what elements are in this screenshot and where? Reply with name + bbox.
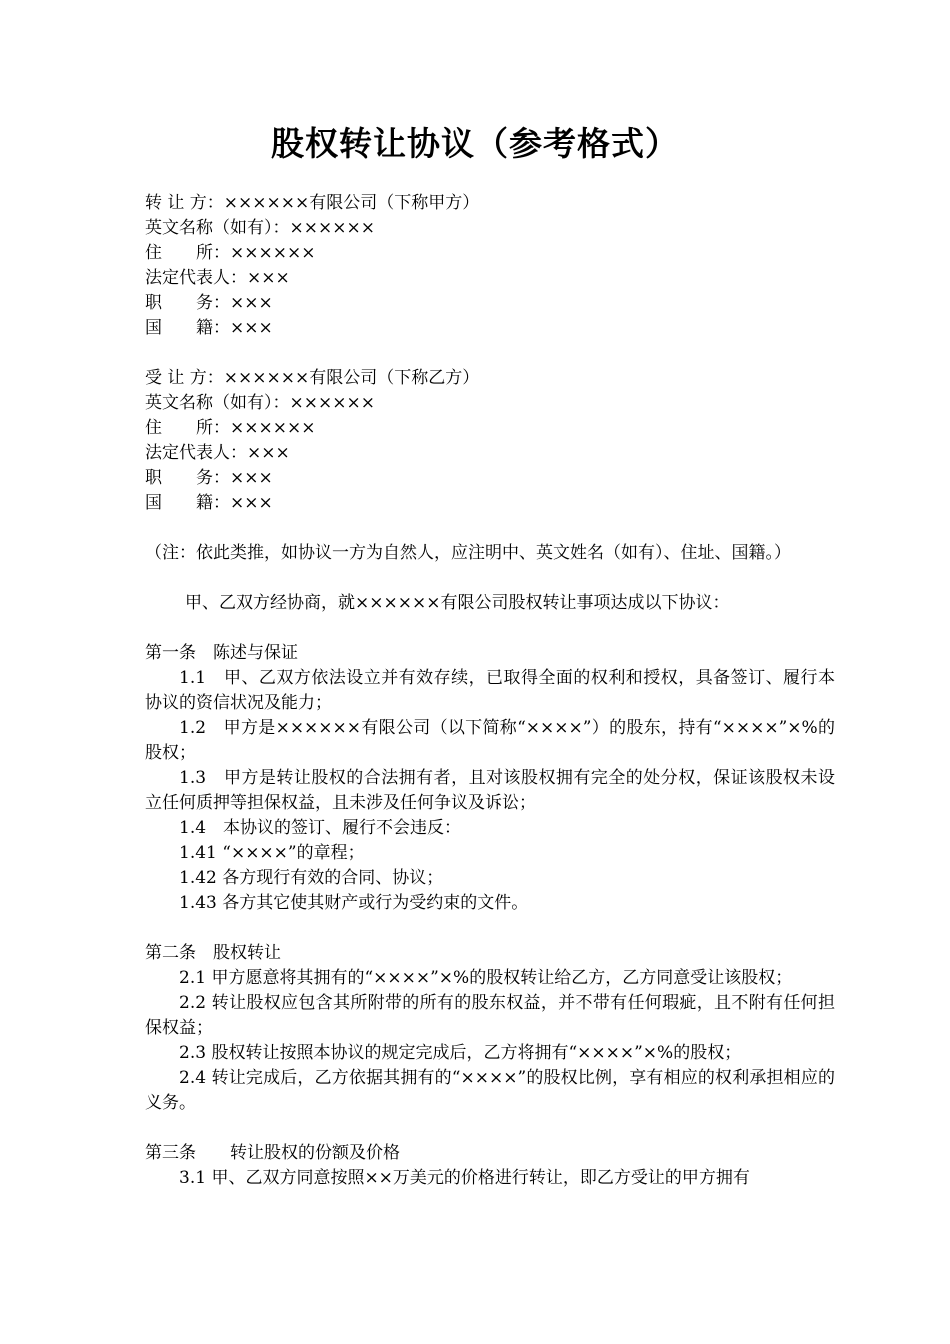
transferee-address: 住 所：×××××× (145, 418, 316, 438)
clause-1-1: 1.1 甲、乙双方依法设立并有效存续，已取得全面的权利和授权，具备签订、履行本协议的资信状况及能力； (145, 668, 835, 713)
transferee-nationality: 国 籍：××× (145, 493, 273, 513)
transferee-legal-rep: 法定代表人：××× (145, 443, 290, 463)
intro-paragraph: 甲、乙双方经协商，就××××××有限公司股权转让事项达成以下协议： (185, 593, 730, 613)
clause-2-4: 2.4 转让完成后，乙方依据其拥有的“××××”的股权比例，享有相应的权利承担相应的义务。 (145, 1068, 835, 1113)
clause-1-3: 1.3 甲方是转让股权的合法拥有者，且对该股权拥有完全的处分权，保证该股权未设立任何质押等担保权益，且未涉及任何争议及诉讼； (145, 768, 835, 813)
transferor-position: 职 务：××× (145, 293, 273, 313)
article-3-heading: 第三条 转让股权的份额及价格 (145, 1143, 400, 1163)
clause-3-1: 3.1 甲、乙双方同意按照××万美元的价格进行转让，即乙方受让的甲方拥有 (179, 1168, 750, 1188)
transferee-block (145, 366, 835, 516)
clause-2-3: 2.3 股权转让按照本协议的规定完成后，乙方将拥有“××××”×%的股权； (179, 1043, 742, 1063)
transferor-legal-rep: 法定代表人：××× (145, 268, 290, 288)
spacer (145, 916, 835, 941)
clause-2-2: 2.2 转让股权应包含其所附带的所有的股东权益，并不带有任何瑕疵，且不附有任何担保权益； (145, 993, 835, 1038)
transferee-english-name: 英文名称（如有）：×××××× (145, 393, 375, 413)
transferee-position: 职 务：××× (145, 468, 273, 488)
article-2-heading: 第二条 股权转让 (145, 943, 281, 963)
note-paragraph: （注：依此类推，如协议一方为自然人，应注明中、英文姓名（如有）、住址、国籍。） (145, 543, 791, 563)
transferor-name: 转 让 方：××××××有限公司（下称甲方） (145, 193, 480, 213)
clause-1-43: 1.43 各方其它使其财产或行为受约束的文件。 (179, 893, 529, 913)
document-title: 股权转让协议（参考格式） (271, 124, 679, 163)
transferor-block (145, 191, 835, 341)
clause-1-42: 1.42 各方现行有效的合同、协议； (179, 868, 444, 888)
transferor-english-name: 英文名称（如有）：×××××× (145, 218, 375, 238)
clause-1-2: 1.2 甲方是××××××有限公司（以下简称“××××”）的股东，持有“××××”×%的股权； (145, 718, 835, 763)
clause-1-41: 1.41 “××××”的章程； (179, 843, 365, 863)
spacer (145, 566, 835, 591)
transferor-address: 住 所：×××××× (145, 243, 316, 263)
spacer (145, 1116, 835, 1141)
article-1-heading: 第一条 陈述与保证 (145, 643, 298, 663)
document-body (145, 191, 835, 1191)
clause-1-4: 1.4 本协议的签订、履行不会违反： (179, 818, 462, 838)
transferor-nationality: 国 籍：××× (145, 318, 273, 338)
transferee-name: 受 让 方：××××××有限公司（下称乙方） (145, 368, 480, 388)
clause-2-1: 2.1 甲方愿意将其拥有的“××××”×%的股权转让给乙方，乙方同意受让该股权； (179, 968, 793, 988)
spacer (145, 341, 835, 366)
spacer (145, 616, 835, 641)
spacer (145, 516, 835, 541)
